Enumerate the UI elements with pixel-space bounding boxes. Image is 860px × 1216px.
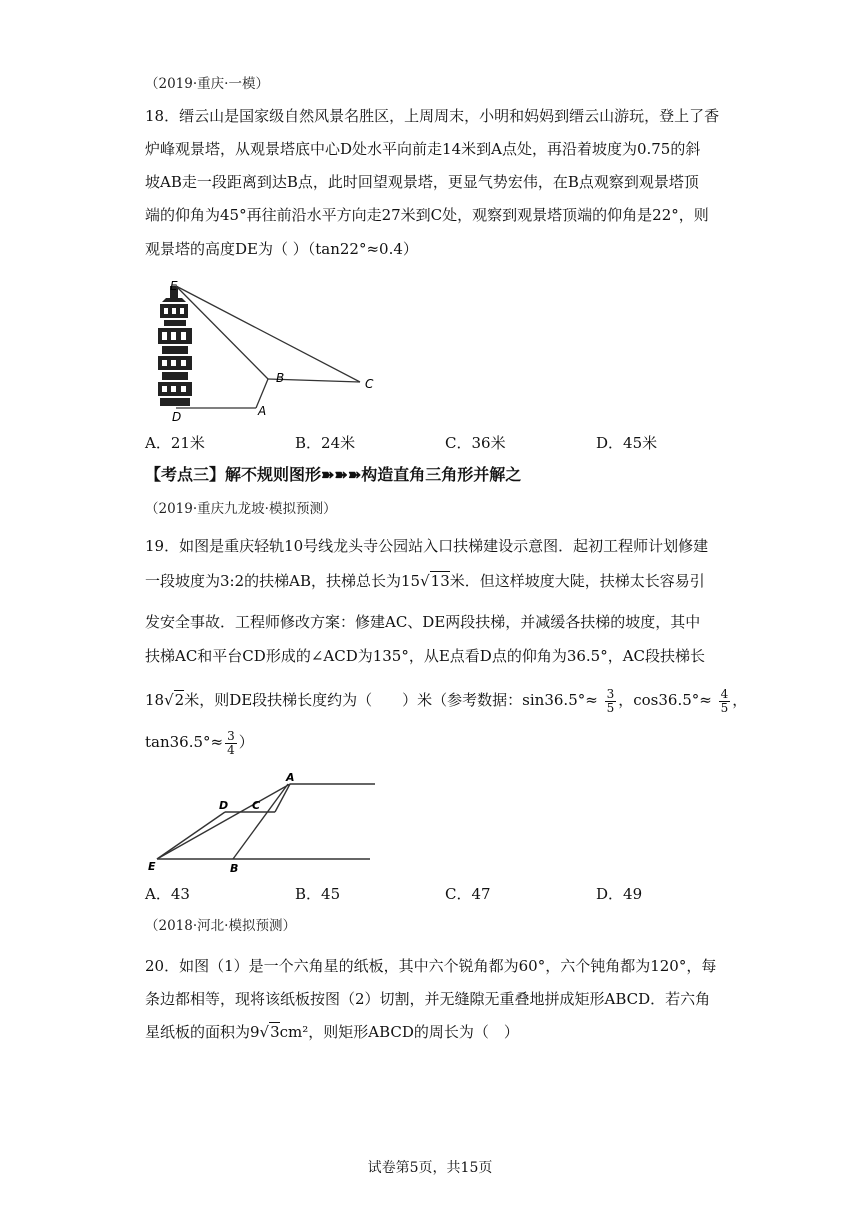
q18-option-b[interactable]: B．24米 xyxy=(295,434,356,452)
q18-label-E: E xyxy=(170,279,178,293)
q19-label-A: A xyxy=(286,772,295,784)
q18-text-line-5: 观景塔的高度DE为（ ）（tan22°≈0.4） xyxy=(145,240,418,258)
q19-text-line-3: 发安全事故．工程师修改方案：修建AC、DE两段扶梯，并减缓各扶梯的坡度，其中 xyxy=(145,613,701,631)
fraction-tan: $\frac{3}{4}$ xyxy=(227,728,235,757)
q18-label-C: C xyxy=(365,377,374,391)
q19-option-d[interactable]: D．49 xyxy=(596,885,643,903)
sqrt-symbol: √ xyxy=(164,691,174,709)
q19-source: （2019·重庆九龙坡·模拟预测） xyxy=(145,501,337,517)
q18-option-c[interactable]: C．36米 xyxy=(445,434,506,452)
q19-text-line-2: 一段坡度为3:2的扶梯AB，扶梯总长为15√13米．但这样坡度大陡，扶梯太长容易引 xyxy=(145,572,705,590)
q20-text-line-3: 星纸板的面积为9√3cm²，则矩形ABCD的周长为（ ） xyxy=(145,1023,519,1041)
q19-text-line-4: 扶梯AC和平台CD形成的∠ACD为135°，从E点看D点的仰角为36.5°，AC段扶梯长 xyxy=(145,647,706,665)
q18-option-d[interactable]: D．45米 xyxy=(596,434,658,452)
fraction-sin: $\frac{3}{5}$ xyxy=(606,686,615,715)
sqrt-symbol: √ xyxy=(420,572,430,590)
q20-text-line-2: 条边都相等，现将该纸板按图（2）切割，并无缝隙无重叠地拼成矩形ABCD．若六角 xyxy=(145,990,711,1008)
q19-label-D: D xyxy=(219,799,229,812)
q19-text-line-1: 19．如图是重庆轻轨10号线龙头寺公园站入口扶梯建设示意图．起初工程师计划修建 xyxy=(145,537,709,555)
q18-text-line-2: 炉峰观景塔，从观景塔底中心D处水平向前走14米到A点处，再沿着坡度为0.75的斜 xyxy=(145,140,701,158)
q19-text-line-5: 18√2米，则DE段扶梯长度约为（ ）米（参考数据：sin36.5°≈ $\frac{3}{5}$ ，cos36.5°≈ $\frac{4}{5}$ ， xyxy=(145,686,748,715)
fraction-cos: $\frac{4}{5}$ xyxy=(720,686,729,715)
q18-text-line-4: 端的仰角为45°再往前沿水平方向走27米到C处，观察到观景塔顶端的仰角是22°，则 xyxy=(145,206,709,224)
q19-figure xyxy=(145,772,380,876)
q18-label-B: B xyxy=(276,371,285,385)
q18-source: （2019·重庆·一模） xyxy=(145,76,269,92)
q19-option-c[interactable]: C．47 xyxy=(445,885,491,903)
q18-figure xyxy=(148,276,388,424)
q18-label-D: D xyxy=(172,410,182,424)
page-footer: 试卷第5页，共15页 xyxy=(367,1160,493,1176)
sqrt-symbol: √ xyxy=(259,1023,270,1041)
q18-text-line-1: 18．缙云山是国家级自然风景名胜区，上周周末，小明和妈妈到缙云山游玩，登上了香 xyxy=(145,107,720,125)
q20-source: （2018·河北·模拟预测） xyxy=(145,918,296,934)
q18-label-A: A xyxy=(258,404,267,418)
q19-label-C: C xyxy=(252,799,261,812)
q19-option-b[interactable]: B．45 xyxy=(295,885,341,903)
q19-label-B: B xyxy=(230,862,239,875)
q18-option-a[interactable]: A．21米 xyxy=(145,434,205,452)
q20-text-line-1: 20．如图（1）是一个六角星的纸板，其中六个锐角都为60°，六个钝角都为120°，每 xyxy=(145,957,717,975)
q18-text-line-3: 坡AB走一段距离到达B点，此时回望观景塔，更显气势宏伟，在B点观察到观景塔顶 xyxy=(145,173,699,191)
q19-label-E: E xyxy=(148,860,156,873)
section-heading-kaodian-3: 【考点三】解不规则图形➽➽➽构造直角三角形并解之 xyxy=(145,465,522,484)
q19-option-a[interactable]: A．43 xyxy=(145,885,190,903)
q19-text-line-6: tan36.5°≈ $\frac{3}{4}$ ） xyxy=(145,728,254,757)
tower-drawing xyxy=(158,286,192,406)
